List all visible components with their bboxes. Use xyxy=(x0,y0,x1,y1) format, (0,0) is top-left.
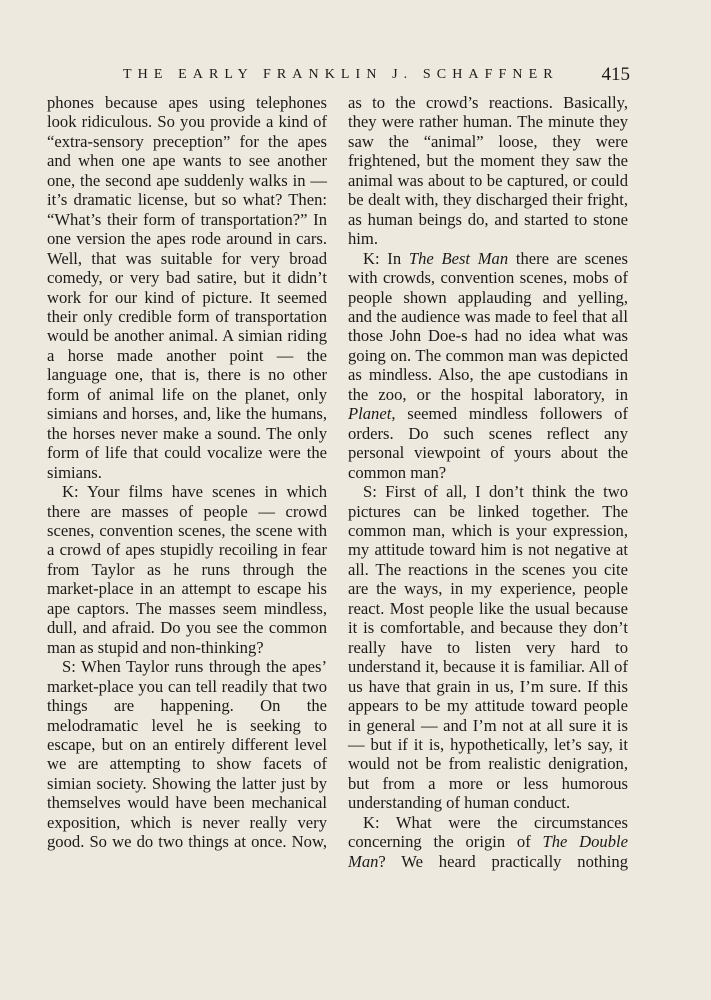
running-head xyxy=(47,64,630,86)
paragraph-text: seemed mindless followers of orders. Do such scenes reflect any personal viewpoint of yours about the common man? xyxy=(348,404,628,482)
paragraph-text: K: What were the circumstances concerning the origin of xyxy=(348,812,628,852)
film-title: The Double Man xyxy=(348,832,629,871)
film-title: Planet, xyxy=(348,404,396,424)
paragraph: phones because apes using telephones look ridiculous. So you provide a kind of “extra-sensory preception” for the apes and when one ape wants to see another one, the second ape suddenly walks in — it’s dramatic license, but so what? Then: “What’s their form of transportation?” In one version the apes rode around in cars. Well, that was suitable for very broad comedy, or very bad satire, but it didn’t work for our kind of picture. It seemed their only credible form of transportation would be another animal. A simian riding a horse made another point — the language one, that is, there is no other form of animal life on the planet, only simians and horses, and, like the humans, the horses never make a sound. The only form of life that could vocalize were the simians. xyxy=(47,93,327,482)
running-head-title: THE EARLY FRANKLIN J. SCHAFFNER xyxy=(123,67,559,82)
paragraph: S: When Taylor runs through the apes’ market-place you can tell readily that two things are happening. On the melodramatic level he is seeking to escape, but on an entirely different level we are attempting to show facets of simian society. Showing the latter just by themselves would have been mechanical exposition, which is never really very good. So we do two things at once. Now, xyxy=(47,657,327,852)
paragraph: S: First of all, I don’t think the two pictures can be linked together. The common man, which is your expression, my attitude toward him is not negative at all. The reactions in the scenes you cite are the ways, in my experience, people react. Most people like the usual because it is comfortable, and because they don’t really have to listen very hard to understand it, because it is familiar. All of us have that grain in us, I’m sure. If this appears to be my attitude toward people in general — and I’m not at all sure it is — but if it is, hypothetically, let’s say, it would not be from realistic denigration, but from a more or less humorous understanding of human conduct. xyxy=(348,482,628,813)
paragraph: as to the crowd’s reactions. Basically, they were rather human. The minute they saw the “animal” loose, they were frightened, but the moment they saw the animal was about to be captured, or could be dealt with, they discharged their fright, as human beings do, and started to stone him. xyxy=(348,93,628,249)
film-title: The Best Man xyxy=(408,248,509,268)
paragraph xyxy=(348,249,628,482)
paragraph xyxy=(348,813,628,871)
paragraph-text: there are scenes with crowds, convention scenes, mobs of people shown applauding and yelling, and the audience was made to feel that all those John Doe-s had no idea what was going on. The common man was depicted as mindless. Also, the ape custodians in the zoo, or the hospital laboratory, in xyxy=(348,248,628,404)
left-column xyxy=(47,93,327,852)
paragraph: K: Your films have scenes in which there are masses of people — crowd scenes, convention scenes, the scene with a crowd of apes stupidly recoiling in fear from Taylor as he runs through the market-place in an attempt to escape his ape captors. The masses seem mindless, dull, and afraid. Do you see the common man as stupid and non-thinking? xyxy=(47,482,327,657)
right-column xyxy=(348,93,628,871)
paragraph-text: ? We heard practically nothing xyxy=(378,851,628,871)
paragraph-text: K: In xyxy=(363,248,409,268)
page-number: 415 xyxy=(601,64,630,85)
